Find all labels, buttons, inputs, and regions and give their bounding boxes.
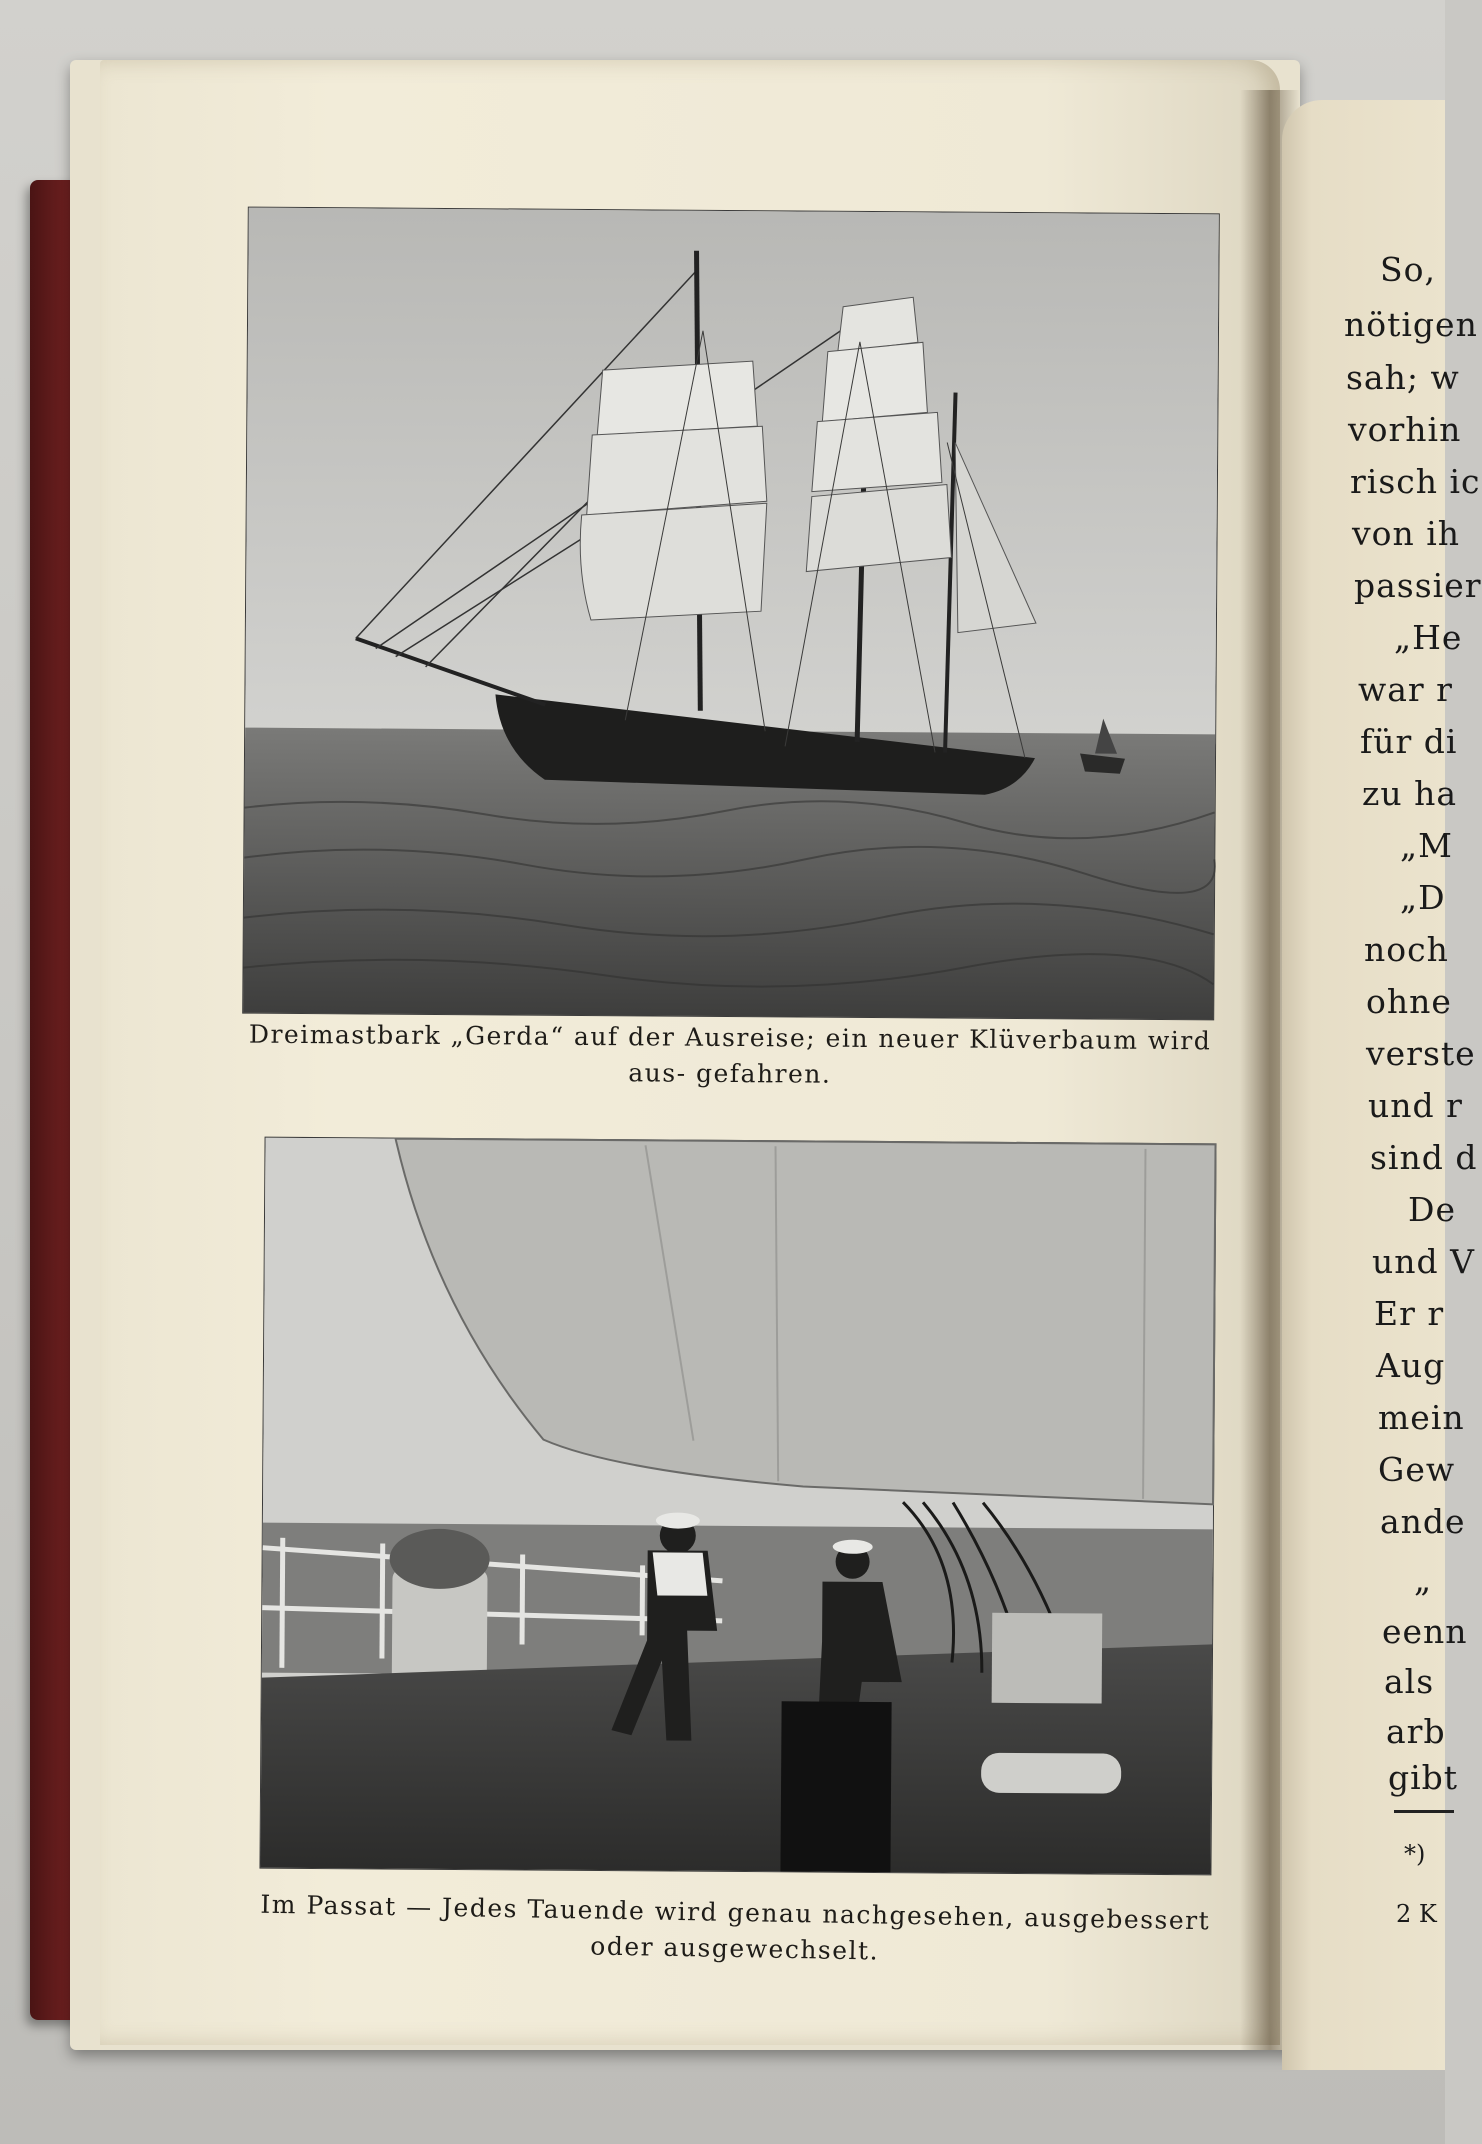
text-line: Er r <box>1374 1294 1445 1333</box>
text-line: passier <box>1354 566 1482 605</box>
text-line: ande <box>1380 1502 1466 1541</box>
page-signature: 2 K <box>1396 1900 1437 1928</box>
figure-caption: Im Passat — Jedes Tauende wird genau nachgesehen, ausgebessert oder ausgewechselt. <box>260 1889 1211 1966</box>
sailing-ship-photo <box>242 207 1220 1021</box>
footnote-mark: *) <box>1404 1840 1426 1868</box>
text-line: Aug <box>1376 1346 1446 1385</box>
text-line: „ <box>1414 1560 1433 1599</box>
text-line: sah; w <box>1346 358 1460 397</box>
footnote-rule <box>1394 1810 1454 1813</box>
text-line: nötigen <box>1344 305 1478 344</box>
sailors-on-deck-photo <box>259 1137 1216 1876</box>
text-line: von ih <box>1352 514 1461 553</box>
text-line: verste <box>1366 1034 1476 1073</box>
text-line: als <box>1384 1662 1435 1701</box>
text-line: ohne <box>1366 982 1452 1021</box>
text-line: De <box>1408 1190 1456 1229</box>
text-line: Gew <box>1378 1450 1456 1489</box>
text-line: sind d <box>1370 1138 1478 1177</box>
text-line: eenn <box>1382 1612 1468 1651</box>
text-line: So, <box>1380 250 1436 289</box>
text-line: noch <box>1364 930 1449 969</box>
text-line: und r <box>1368 1086 1463 1125</box>
text-line: „D <box>1400 878 1446 917</box>
right-page <box>1282 100 1482 2070</box>
text-line: vorhin <box>1348 410 1462 449</box>
text-line: mein <box>1378 1398 1465 1437</box>
text-line: war r <box>1358 670 1453 709</box>
text-line: gibt <box>1388 1758 1459 1797</box>
text-line: arb <box>1386 1712 1446 1751</box>
text-line: „M <box>1400 826 1453 865</box>
text-line: „He <box>1394 618 1463 657</box>
text-line: risch ic <box>1350 462 1481 501</box>
text-line: zu ha <box>1362 774 1458 813</box>
text-line: und V <box>1372 1242 1475 1281</box>
text-line: für di <box>1360 722 1458 761</box>
figure-caption: Dreimastbark „Gerda“ auf der Ausreise; ein neuer Klüverbaum wird aus- gefahren. <box>248 1019 1212 1089</box>
